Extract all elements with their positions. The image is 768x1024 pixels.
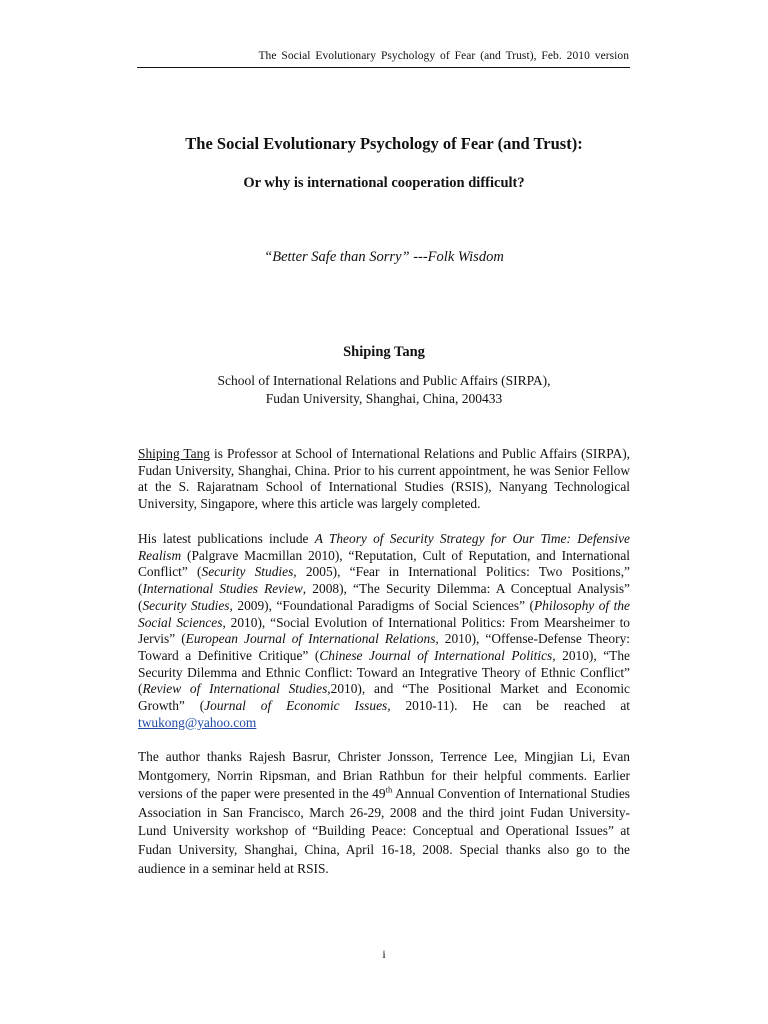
journal-name: Security Studies, <box>201 564 297 580</box>
publication-title: “Fear in International Politics: Two Positions,” ( <box>138 564 630 597</box>
paper-title: The Social Evolutionary Psychology of Fear (and Trust): <box>185 134 583 153</box>
publication-title: “Reputation, Cult of Reputation, and International Conflict” ( <box>138 547 631 580</box>
bio-author-name: Shiping Tang <box>138 446 211 461</box>
journal-name: Philosophy of the Social Sciences <box>138 597 630 630</box>
journal-name: Security Studies <box>142 597 230 613</box>
publications-paragraph <box>138 531 630 731</box>
publication-title: “The Security Dilemma and Ethnic Conflict: Toward an Integrative Theory of Ethnic Conflict” ( <box>138 647 630 697</box>
acknowledgements-paragraph <box>138 748 630 878</box>
author-affiliation-line-2: Fudan University, Shanghai, China, 200433 <box>265 391 503 406</box>
publication-year: ,2010), and <box>327 681 403 697</box>
author-name: Shiping Tang <box>343 344 425 360</box>
publication-year: 2010), <box>438 631 486 647</box>
journal-name: European Journal of International Relations, <box>185 631 439 647</box>
email-link[interactable]: twukong@yahoo.com <box>138 714 257 730</box>
publication-title: “Foundational Paradigms of Social Sciences” ( <box>276 597 534 613</box>
acknowledgements-text: The author thanks Rajesh Basrur, Christer Jonsson, Terrence Lee, Mingjian Li, Evan Montgomery, Norrin Ripsman, and Brian Rathbun for their helpful comments. Earlier versions of the paper were presented in the 49 <box>138 749 630 802</box>
publication-title: “The Positional Market and Economic Growth” ( <box>138 681 630 714</box>
journal-name: Review of International Studies <box>142 681 328 697</box>
book-title: A Theory of Security Strategy for Our Time: Defensive Realism <box>138 531 630 563</box>
bio-text: is Professor at School of International Relations and Public Affairs (SIRPA), Fudan University, Shanghai, China. Prior to his current appointment, he was Senior Fellow at the S. Rajaratnam School of International Studies (RSIS), Nanyang Technological University, Singapore, where this article was largely completed. <box>138 446 630 512</box>
publication-title: “Offense-Defense Theory: Toward a Definitive Critique” ( <box>138 631 630 663</box>
publication-year: , 2009), <box>229 597 277 613</box>
book-publisher: (Palgrave Macmillan 2010), <box>181 547 349 563</box>
ordinal-superscript: th <box>385 784 393 795</box>
header-rule <box>137 67 630 68</box>
publication-year: , 2010), <box>222 614 271 630</box>
journal-name: Chinese Journal of International Politics, <box>319 647 556 663</box>
publication-year: 2010), <box>555 647 604 663</box>
publication-title: “Social Evolution of International Politics: From Mearsheimer to Jervis” ( <box>138 614 630 647</box>
paper-subtitle: Or why is international cooperation difficult? <box>243 175 525 191</box>
epigraph: “Better Safe than Sorry” ---Folk Wisdom <box>264 249 504 265</box>
publication-year: , 2008), <box>302 581 354 597</box>
journal-name: Journal of Economic Issues, <box>204 698 391 714</box>
journal-name: International Studies Review <box>142 581 303 597</box>
author-affiliation-line-1: School of International Relations and Public Affairs (SIRPA), <box>217 373 551 388</box>
publication-title: “The Security Dilemma: A Conceptual Analysis” ( <box>138 581 630 613</box>
publication-year: 2010-11). He can be reached at <box>390 698 630 714</box>
publications-intro: His latest publications include <box>138 531 315 546</box>
page-number: i <box>382 947 386 961</box>
acknowledgements-text-continued: Annual Convention of International Studies Association in San Francisco, March 26-29, 2008 and the third joint Fudan University-Lund University workshop of “Building Peace: Conceptual and Operational Issues” at Fudan University, Shanghai, China, April 16-18, 2008. Special thanks also go to the audience in a seminar held at RSIS. <box>138 786 630 876</box>
author-bio-paragraph <box>138 446 630 513</box>
running-header: The Social Evolutionary Psychology of Fear (and Trust), Feb. 2010 version <box>258 50 629 62</box>
publication-year: 2005), <box>296 564 350 580</box>
